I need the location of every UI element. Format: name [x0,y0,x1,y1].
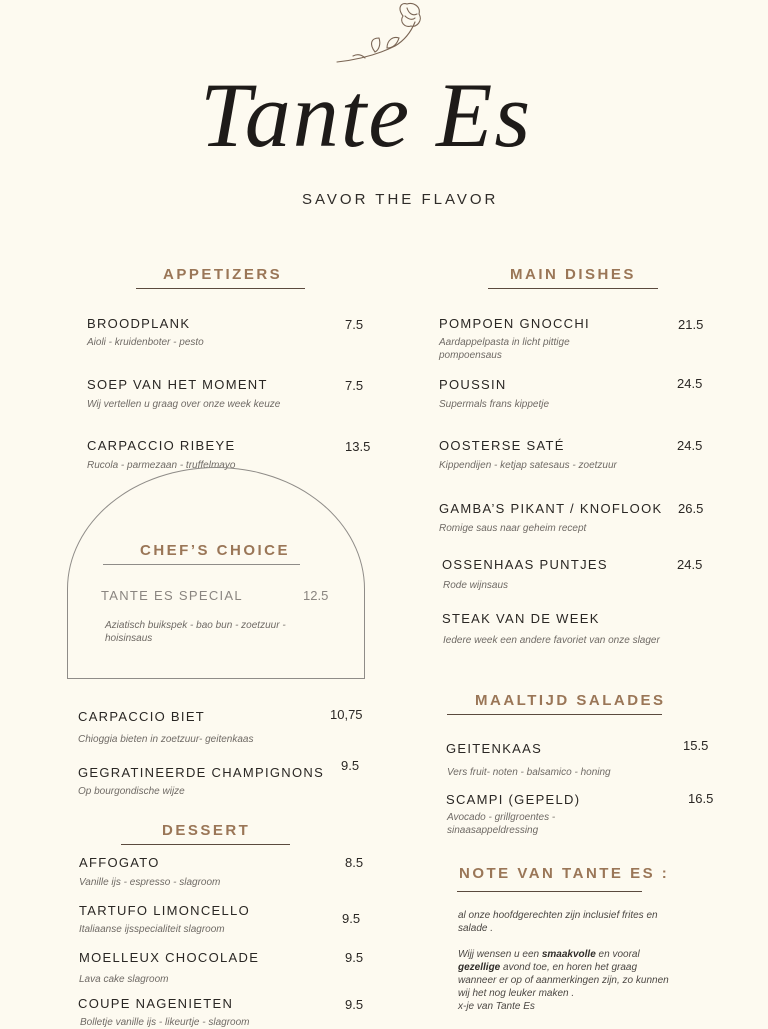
salades-underline [447,714,662,715]
menu-item-desc: Kippendijen - ketjap satesaus - zoetzuur [439,460,617,471]
menu-item-desc: Rode wijnsaus [443,580,509,591]
rose-icon [335,2,425,68]
menu-item-name: POUSSIN [439,377,507,392]
note-text-part: avond toe, en horen het graag wanneer er op of aanmerkingen zijn, zo kunnen wij het nog leuker maken . [458,962,669,999]
appetizers-underline [136,288,305,289]
menu-item-price: 7.5 [345,378,364,393]
menu-item-desc: Supermals frans kippetje [439,399,550,410]
menu-item-price: 26.5 [678,501,704,516]
menu-item-desc: Aioli - kruidenboter - pesto [87,337,204,348]
menu-item-name: GEITENKAAS [446,741,543,756]
menu-item-desc: Wij vertellen u graag over onze week keuze [87,399,281,410]
menu-item-name: GEGRATINEERDE CHAMPIGNONS [78,765,325,780]
menu-item-name: CARPACCIO BIET [78,709,206,724]
menu-item-desc: Romige saus naar geheim recept [439,523,587,534]
menu-item-price: 16.5 [688,791,714,806]
main-dishes-title: MAIN DISHES [510,266,636,283]
menu-item-name: CARPACCIO RIBEYE [87,438,236,453]
note-title: NOTE VAN TANTE ES : [459,865,670,882]
note-text-part: en vooral [595,949,640,960]
menu-item-name: TARTUFO LIMONCELLO [79,903,250,918]
chefs-choice-arch-base [67,678,365,679]
logo-text: Tante Es [200,64,533,166]
menu-item-price: 12.5 [303,588,329,603]
note-line-1: al onze hoofdgerechten zijn inclusief frites en salade . [458,910,658,934]
menu-item-price: 8.5 [345,855,364,870]
menu-item-desc: Lava cake slagroom [79,974,169,985]
menu-item-desc: Vanille ijs - espresso - slagroom [79,877,221,888]
menu-item-name: OSSENHAAS PUNTJES [442,557,608,572]
chefs-choice-underline [103,564,300,565]
menu-item-desc: Aziatisch buikspek - bao bun - zoetzuur - hoisinsaus [105,620,286,644]
menu-item-name: TANTE ES SPECIAL [101,588,243,603]
note-signature: x-je van Tante Es [458,1001,535,1012]
note-underline [457,891,642,892]
menu-item-price: 10,75 [330,707,363,722]
menu-item-price: 9.5 [342,911,361,926]
tagline: SAVOR THE FLAVOR [302,191,499,208]
menu-item-desc: Chioggia bieten in zoetzuur- geitenkaas [78,734,254,745]
menu-item-price: 24.5 [677,438,703,453]
menu-item-desc: Vers fruit- noten - balsamico - honing [447,767,611,778]
menu-item-price: 13.5 [345,439,371,454]
menu-item-name: AFFOGATO [79,855,160,870]
menu-item-name: OOSTERSE SATÉ [439,438,565,453]
menu-item-name: SCAMPI (GEPELD) [446,792,581,807]
menu-item-price: 15.5 [683,738,709,753]
menu-item-name: STEAK VAN DE WEEK [442,611,600,626]
menu-item-price: 9.5 [345,950,364,965]
salades-title: MAALTIJD SALADES [475,692,666,709]
menu-item-name: BROODPLANK [87,316,191,331]
menu-item-desc: Iedere week een andere favoriet van onze slager [443,635,660,646]
menu-item-name: MOELLEUX CHOCOLADE [79,950,260,965]
note-emphasis-smaakvolle: smaakvolle [541,949,596,960]
menu-item-price: 7.5 [345,317,364,332]
appetizers-title: APPETIZERS [163,266,283,283]
menu-item-price: 24.5 [677,557,703,572]
note-paragraph [458,948,678,1013]
note-text-part: Wijj wensen u een [458,949,542,960]
chefs-choice-title: CHEF’S CHOICE [140,542,291,559]
menu-item-name: COUPE NAGENIETEN [78,996,234,1011]
menu-item-price: 24.5 [677,376,703,391]
menu-item-name: SOEP VAN HET MOMENT [87,377,268,392]
menu-item-name: GAMBA’S PIKANT / KNOFLOOK [439,501,663,516]
menu-item-price: 21.5 [678,317,704,332]
menu-item-desc: Rucola - parmezaan - truffelmayo [87,460,236,471]
menu-item-desc: Op bourgondische wijze [78,786,185,797]
menu-item-desc: Italiaanse ijsspecialiteit slagroom [79,924,225,935]
chefs-choice-arch [67,467,365,678]
menu-item-price: 9.5 [341,758,360,773]
main-dishes-underline [488,288,658,289]
menu-item-price: 9.5 [345,997,364,1012]
menu-item-desc: Avocado - grillgroentes - sinaasappeldressing [447,812,556,836]
note-emphasis-gezellige: gezellige [458,962,501,973]
dessert-underline [121,844,290,845]
menu-item-desc: Aardappelpasta in licht pittige pompoensaus [439,337,570,361]
dessert-title: DESSERT [162,822,251,839]
menu-item-desc: Bolletje vanille ijs - likeurtje - slagroom [80,1017,250,1028]
menu-item-name: POMPOEN GNOCCHI [439,316,590,331]
